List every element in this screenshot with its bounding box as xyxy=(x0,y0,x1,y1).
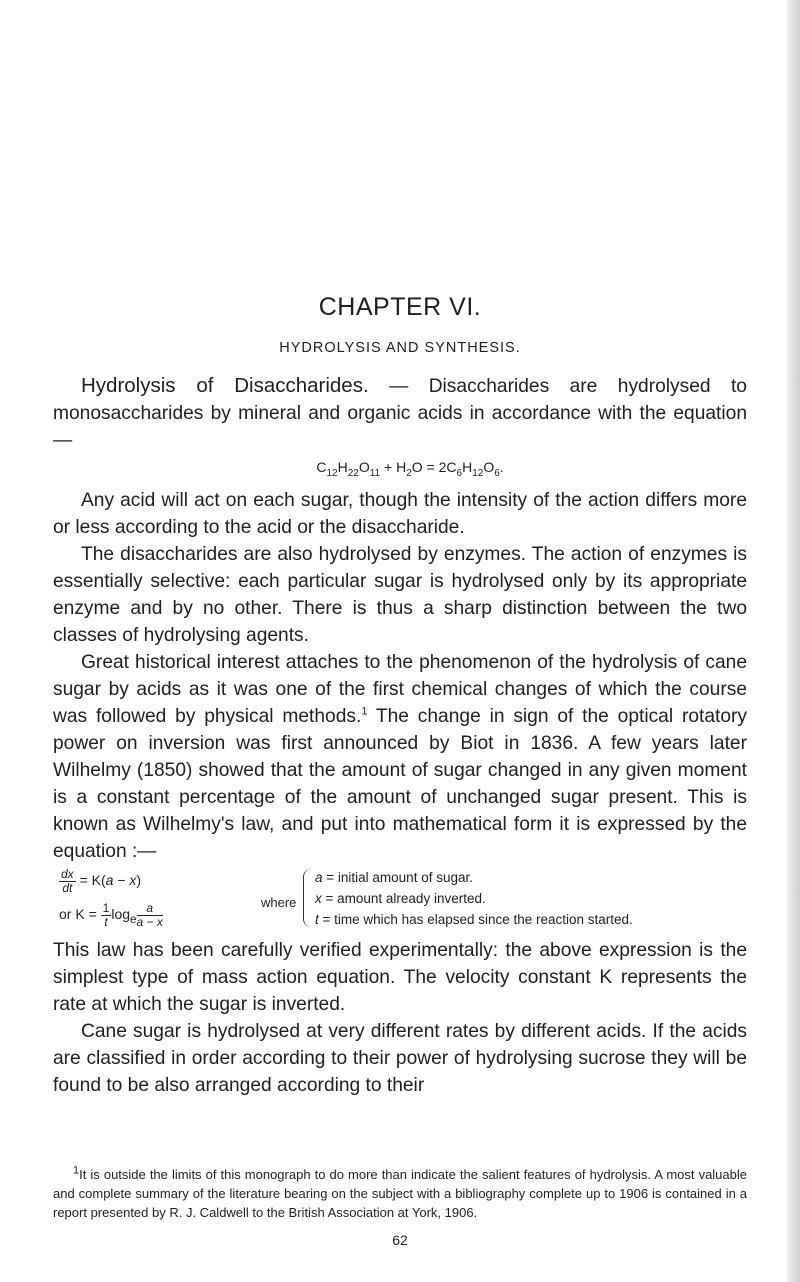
brace xyxy=(303,869,312,927)
paragraph-hydrolysis xyxy=(53,372,747,454)
footnote-text: It is outside the limits of this monograph to do more than indicate the salient features of hydrolysis. A most valuable and complete summary of the literature bearing on the subject with a bibliography complete up to 1906 is contained in a report presented by R. J. Caldwell to the British Association at York, 1906. xyxy=(53,1167,747,1220)
page-edge-shadow xyxy=(786,0,800,1282)
variable-definitions: a = initial amount of sugar. x = amount already inverted. t = time which has elapsed since the reaction started. xyxy=(315,869,633,927)
integrated-equation: or K = $\frac{1}{t}$ $\log_e$ $\frac{a}{a - x}$ xyxy=(59,900,163,929)
section-title: HYDROLYSIS AND SYNTHESIS. xyxy=(279,340,521,356)
footnote-reference[interactable]: 1 xyxy=(361,705,368,718)
paragraph-law-verified: This law has been carefully verified experimentally: the above expression is the simplest type of mass action equation. The velocity constant K represents the rate at which the sugar is inverted. xyxy=(53,939,747,1015)
footnote-mark: 1 xyxy=(73,1164,80,1177)
footnote xyxy=(53,1165,747,1222)
wilhelmy-formula xyxy=(53,867,747,931)
chapter-title: CHAPTER VI. xyxy=(318,293,482,321)
body-text xyxy=(53,372,747,1099)
paragraph-acid: Any acid will act on each sugar, though the intensity of the action differs more or less according to the acid or the disaccharide. xyxy=(53,489,747,538)
paragraph-enzymes: The disaccharides are also hydrolysed by enzymes. The action of enzymes is essentially selective: each particular sugar is hydrolysed only by its appropriate enzyme and by no other. There is thus a sharp distinction between the two classes of hydrolysing agents. xyxy=(53,543,747,646)
page-number: 62 xyxy=(392,1232,408,1248)
paragraph-historical: Great historical interest attaches to the phenomenon of the hydrolysis of cane sugar by acids as it was one of the first chemical changes of which the course was followed by physical methods.$^1$ The change in sign of the optical rotatory power on inversion was first announced by Biot in 1836. A few years later Wilhelmy (1850) showed that the amount of sugar changed in any given moment is a constant percentage of the amount of unchanged sugar present. This is known as Wilhelmy's law, and put into mathematical form it is expressed by the equation :— xyxy=(53,651,747,862)
where-label: where xyxy=(261,894,297,910)
paragraph-text: — Disaccharides are hydrolysed to monosaccharides by mineral and organic acids in accordance with the equation— xyxy=(53,376,747,451)
paragraph-cane-sugar: Cane sugar is hydrolysed at very different rates by different acids. If the acids are classified in order according to their power of hydrolysing sucrose they will be found to be also arranged according to their xyxy=(53,1020,747,1096)
run-in-heading: Hydrolysis of Disaccharides. xyxy=(81,374,369,397)
differential-equation: $\frac{dx}{dt}$ = K(a − x) xyxy=(61,866,142,895)
hydrolysis-equation: $C_{12}H_{22}O_{11} + H_2O = 2C_6H_{12}O_6$. xyxy=(316,459,504,479)
